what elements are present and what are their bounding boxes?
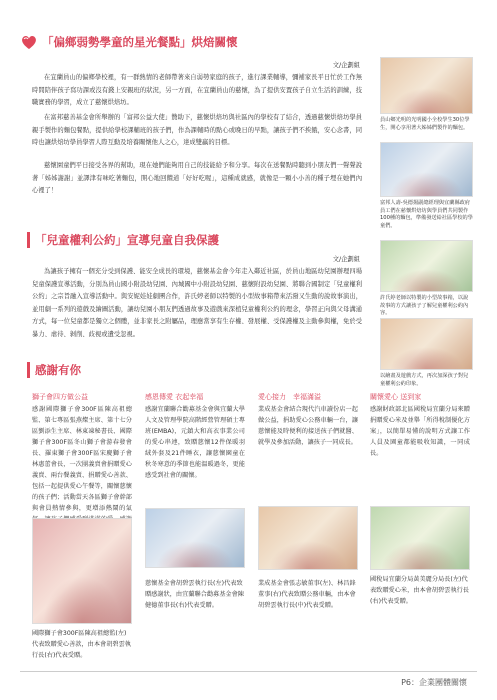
section1-photo-2 <box>380 142 473 197</box>
section1-para1: 在宜蘭員山的偏鄉學校裡，有一群熱情的老師帶著來自弱勢家庭的孩子，進行課業輔導，彌補家長平日忙於工作無時間陪伴孩子寫功課或沒有錢上安親班的狀況，另一方面，在宜蘭員山的慈懷，為了提供安置孩子自立生活的訓練，技職實務的學習，成立了慈懷烘焙坊。 <box>32 74 362 106</box>
heart-icon <box>20 33 38 51</box>
section1-title-text: 「偏鄉弱勢學童的星光餐點」烘焙關懷 <box>42 35 238 49</box>
section2-title-text: 「兒童權利公約」宣導兒童自我保護 <box>35 233 219 247</box>
thanks-col3-caption: 業成基金會張志敏董事(左)、林昌鋒董事(右)代表致贈公務車輛，由本會胡碧雲執行長(中)代表受贈。 <box>258 580 356 609</box>
section1-caption-2: 富邦人壽-吳德揚副總經理與宜蘭縣政府員工們在慈懷烘焙坊與學員們共同製作100種的麵包，準備發送給社區學校的學童們。 <box>380 200 473 229</box>
thanks-col1-caption: 國際獅子會300F區陳高祖總監(左)代表致贈愛心善款，由本會胡碧雲執行長(右)代表受贈。 <box>32 630 131 659</box>
section1-photo-1 <box>380 57 473 114</box>
thanks-col4-text: 感謝財政部北區國稅局宜蘭分局來贈捐贈愛心米及並舉「所得稅制優化方案」，以簡單易懂的說明方式讓工作人員及園童都能吸收知識，一同成長。 <box>370 406 470 457</box>
thanks-col2-photo <box>145 508 245 568</box>
footer-page-label: P6：企業團體關懷 <box>401 678 467 687</box>
thanks-col3-head: 愛心接力 幸福滿溢 <box>258 393 321 401</box>
thanks-col2-caption: 慈懷基金會胡碧雲執行長(左)代表致贈感謝狀，由宜蘭聯合勸募基金會陳健德董事長(右)代表受贈。 <box>145 580 244 609</box>
thanks-col1-photo <box>32 518 132 624</box>
section1-para2: 在富邦慈善基金會所舉辦的「富邦公益大使」贊助下，慈懷烘焙坊與社區內的學校有了結合，透過慈懷烘焙坊學員親手製作的麵包餐點，提供給學校課輔班的孩子們，作為課輔時的點心或晚日的早點，讓孩子們不挨餓，安心念書，同時也讓烘焙坊學員學習人際互動及培養關懷他人之心，達成雙贏的目標。 <box>32 114 362 146</box>
section2-photo-2 <box>380 318 473 370</box>
section2-title-bar <box>27 232 30 248</box>
section2-caption-1: 許氏婷老師以特製的小型故事箱，以說故事的方式讓孩子了解兒童權利公約內容。 <box>380 295 469 316</box>
section2-caption-2: 以繪畫及遊戲方式，再次加深孩子對兒童權利公約印象。 <box>380 373 469 387</box>
section1-para3: 慈懷園童們平日接受各界的幫助，現在她們能夠用自己的技能給予和分享。每次在送餐點時聽到小朋友們一聲聲說著「姊姊謝謝」並譯津有味吃著麵包，開心地回饋道「好好吃喔」，這種成就感，就像是一顆小小善的種子埋在她們內心裡了！ <box>32 162 362 194</box>
thanks-col1-head: 獅子會四方做公益 <box>32 393 88 401</box>
thanks-col1-text: 感謝國際獅子會300F區陳高祖總監、第七專區張燕燦主席、第十七分區劉添生主席、林東凍秘書長、國際獅子會300F區冬山獅子會游春發會長、羅東獅子會300F區宋慶獅子會林惠蕾會長，一次團義賣會捐贈愛心義賣、兩台餐義賣、捐贈愛心善款、包括一起提供愛心午餐等，關懷慈懷的孩子們；活動當天各區獅子會幹部與會員熱情參與，更增添熱鬧的氣 <box>32 406 132 512</box>
section2-photo-1 <box>380 240 473 292</box>
section3-title <box>27 362 81 378</box>
thanks-col2-head: 感恩傳愛 衣起幸福 <box>145 393 204 401</box>
thanks-col4-head: 關懷愛心 送到家 <box>370 393 422 401</box>
section3-title-text: 感謝有你 <box>35 363 81 377</box>
thanks-col4-photo <box>370 506 470 570</box>
section1-caption-1: 員山鄉光明的光明國小全校學生30位學生，開心享用著大姊姊們製作的麵包。 <box>380 117 470 131</box>
thanks-col4-caption: 國稅局宜蘭分局黃美麗分局長(左)代表致贈愛心米，由本會胡碧雲執行長(右)代表受贈。 <box>370 576 469 605</box>
section1-author: 文/企劃組 <box>332 62 360 69</box>
footer-divider <box>20 671 477 672</box>
thanks-col2-text: 感謝宜蘭聯合勸募基金會與宜蘭大學人文及管理學院高階經營管理碩士專班(EMBA)，元鎮大和高衣事業公司的愛心串連，致贈慈懷12件保暖羽絨外套及21件睡衣，讓慈懷園童在秋冬寒意的季節也能溫暖過冬，更能感受到社會的關懷。 <box>145 406 245 479</box>
thanks-col3-photo <box>258 506 358 570</box>
thanks-col3-text: 業成基金會結合現代汽車讀份店一起做公益，捐助愛心公務車輛一台，讓慈懷能及時便利的接送孩子們就醫、就學及參加活動，讓孩子一同成長。 <box>258 406 358 446</box>
section1-title <box>20 33 238 51</box>
section2-author: 文/企劃組 <box>332 256 360 263</box>
section3-title-bar <box>27 362 30 378</box>
section2-title <box>27 232 219 248</box>
section2-para1: 為讓孩子擁有一個充分受到保護、能安全成長的環境，慈懷基金會今年走入鄰近社區，於員山地區幼兒園辦理四場兒童保護宣導活動，分別為員山國小附設幼兒園、內城國中小附設幼兒園、慈懷附設幼兒園、將聯合國制定「兒童權利公約」之宗旨融入宣導活動中。與安妮娃娃劇團合作，許氏婷老師以特製的小型故事箱帶來活潑又生動的說故事演出，並用劇一系列的遊戲及繪圖活動，讓幼兒園小朋友們透過故事及遊戲來深植兒童權利公約的理念，學習正向與父母溝通方式，每一位兒童都是獨立之個體，並非家長之附屬品，理應當享有生存權、發展權、受保護權及主動參與權，免於受暴力、虐待、剝削、歧視或遺受忽視。 <box>32 268 362 338</box>
